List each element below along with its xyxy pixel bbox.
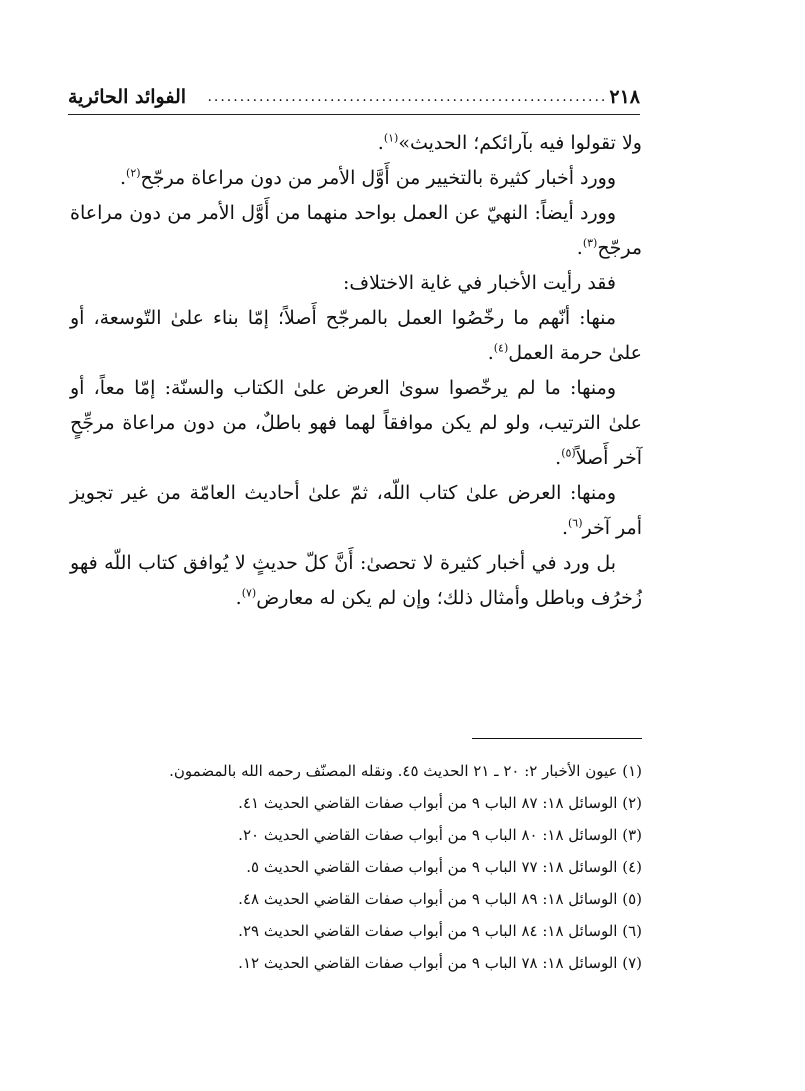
paragraph [70, 266, 642, 301]
page-header [68, 80, 640, 115]
paragraph [70, 196, 642, 266]
paragraph-text: فقد رأيت الأخبار في غاية الاختلاف: [343, 272, 616, 294]
paragraph-end: . [487, 342, 494, 364]
footnote-item: (٥) الوسائل ١٨: ٨٩ الباب ٩ من أبواب صفات القاضي الحديث ٤٨. [238, 890, 642, 908]
footnote-ref: (٦) [567, 516, 583, 530]
footnotes [70, 755, 642, 979]
paragraph-text: ولا تقولوا فيه بآرائكم؛ الحديث» [398, 132, 642, 154]
footnote-ref: (٢) [126, 166, 141, 180]
header-leader-dots: .............................................................. [207, 89, 608, 105]
paragraph-text: بل ورد في أخبار كثيرة لا تحصىٰ: أَنَّ كلّ حديثٍ لا يُوافق كتاب اللّه فهو زُخرُف وباطل وأمثال ذلك؛ وإن لم يكن له معارض [70, 552, 642, 609]
paragraph [70, 546, 642, 616]
paragraph-text: ومنها: ما لم يرخّصوا سوىٰ العرض علىٰ الكتاب والسنّة: إمّا معاً، أو علىٰ الترتيب، ولو لم يكن موافقاً لهما فهو باطلٌ، من دون مراعاة مرجِّحٍ آخر أَصلاً [70, 377, 642, 469]
paragraph [70, 476, 642, 546]
footnote-ref: (٥) [561, 446, 576, 460]
page-number: ٢١٨ [609, 86, 640, 108]
footnote-item: (٤) الوسائل ١٨: ٧٧ الباب ٩ من أبواب صفات القاضي الحديث ٥. [246, 858, 642, 876]
paragraph-end: . [561, 517, 568, 539]
footnote-item: (٧) الوسائل ١٨: ٧٨ الباب ٩ من أبواب صفات القاضي الحديث ١٢. [238, 954, 642, 972]
paragraph [70, 301, 642, 371]
footnote-ref: (١) [383, 131, 399, 145]
paragraph-text: وورد أيضاً: النهيّ عن العمل بواحد منهما من أَوَّل الأمر من دون مراعاة مرجّح [70, 202, 642, 259]
footnote-divider [472, 738, 642, 739]
footnote-item: (٦) الوسائل ١٨: ٨٤ الباب ٩ من أبواب صفات القاضي الحديث ٢٩. [238, 922, 642, 940]
footnote-ref: (٤) [493, 341, 509, 355]
paragraph-end: . [235, 587, 242, 609]
footnote-ref: (٧) [241, 586, 257, 600]
paragraph-text: وورد أخبار كثيرة بالتخيير من أَوَّل الأمر من دون مراعاة مرجّح [140, 167, 616, 189]
paragraph [70, 161, 642, 196]
paragraph-end: . [377, 132, 384, 154]
paragraph-text: ومنها: العرض علىٰ كتاب اللّه، ثمّ علىٰ أحاديث العامّة من غير تجويز أمر آخر [70, 482, 642, 539]
footnote-ref: (٣) [582, 236, 598, 250]
paragraph-end: . [119, 167, 127, 189]
footnote-item: (٢) الوسائل ١٨: ٨٧ الباب ٩ من أبواب صفات القاضي الحديث ٤١. [238, 794, 642, 812]
paragraph-end: . [555, 447, 562, 469]
paragraph-text: منها: أنّهم ما رخّصُوا العمل بالمرجّح أَصلاً؛ إمّا بناء علىٰ التّوسعة، أو علىٰ حرمة العمل [70, 307, 642, 364]
footnote-item: (٣) الوسائل ١٨: ٨٠ الباب ٩ من أبواب صفات القاضي الحديث ٢٠. [238, 826, 642, 844]
paragraph [70, 371, 642, 476]
footnote-item: (١) عيون الأخبار ٢: ٢٠ ـ ٢١ الحديث ٤٥. ونقله المصنّف رحمه الله بالمضمون. [169, 762, 642, 780]
main-text [70, 126, 642, 616]
paragraph-end: . [576, 237, 583, 259]
running-title: الفوائد الحائرية [68, 86, 187, 108]
paragraph [70, 126, 642, 161]
